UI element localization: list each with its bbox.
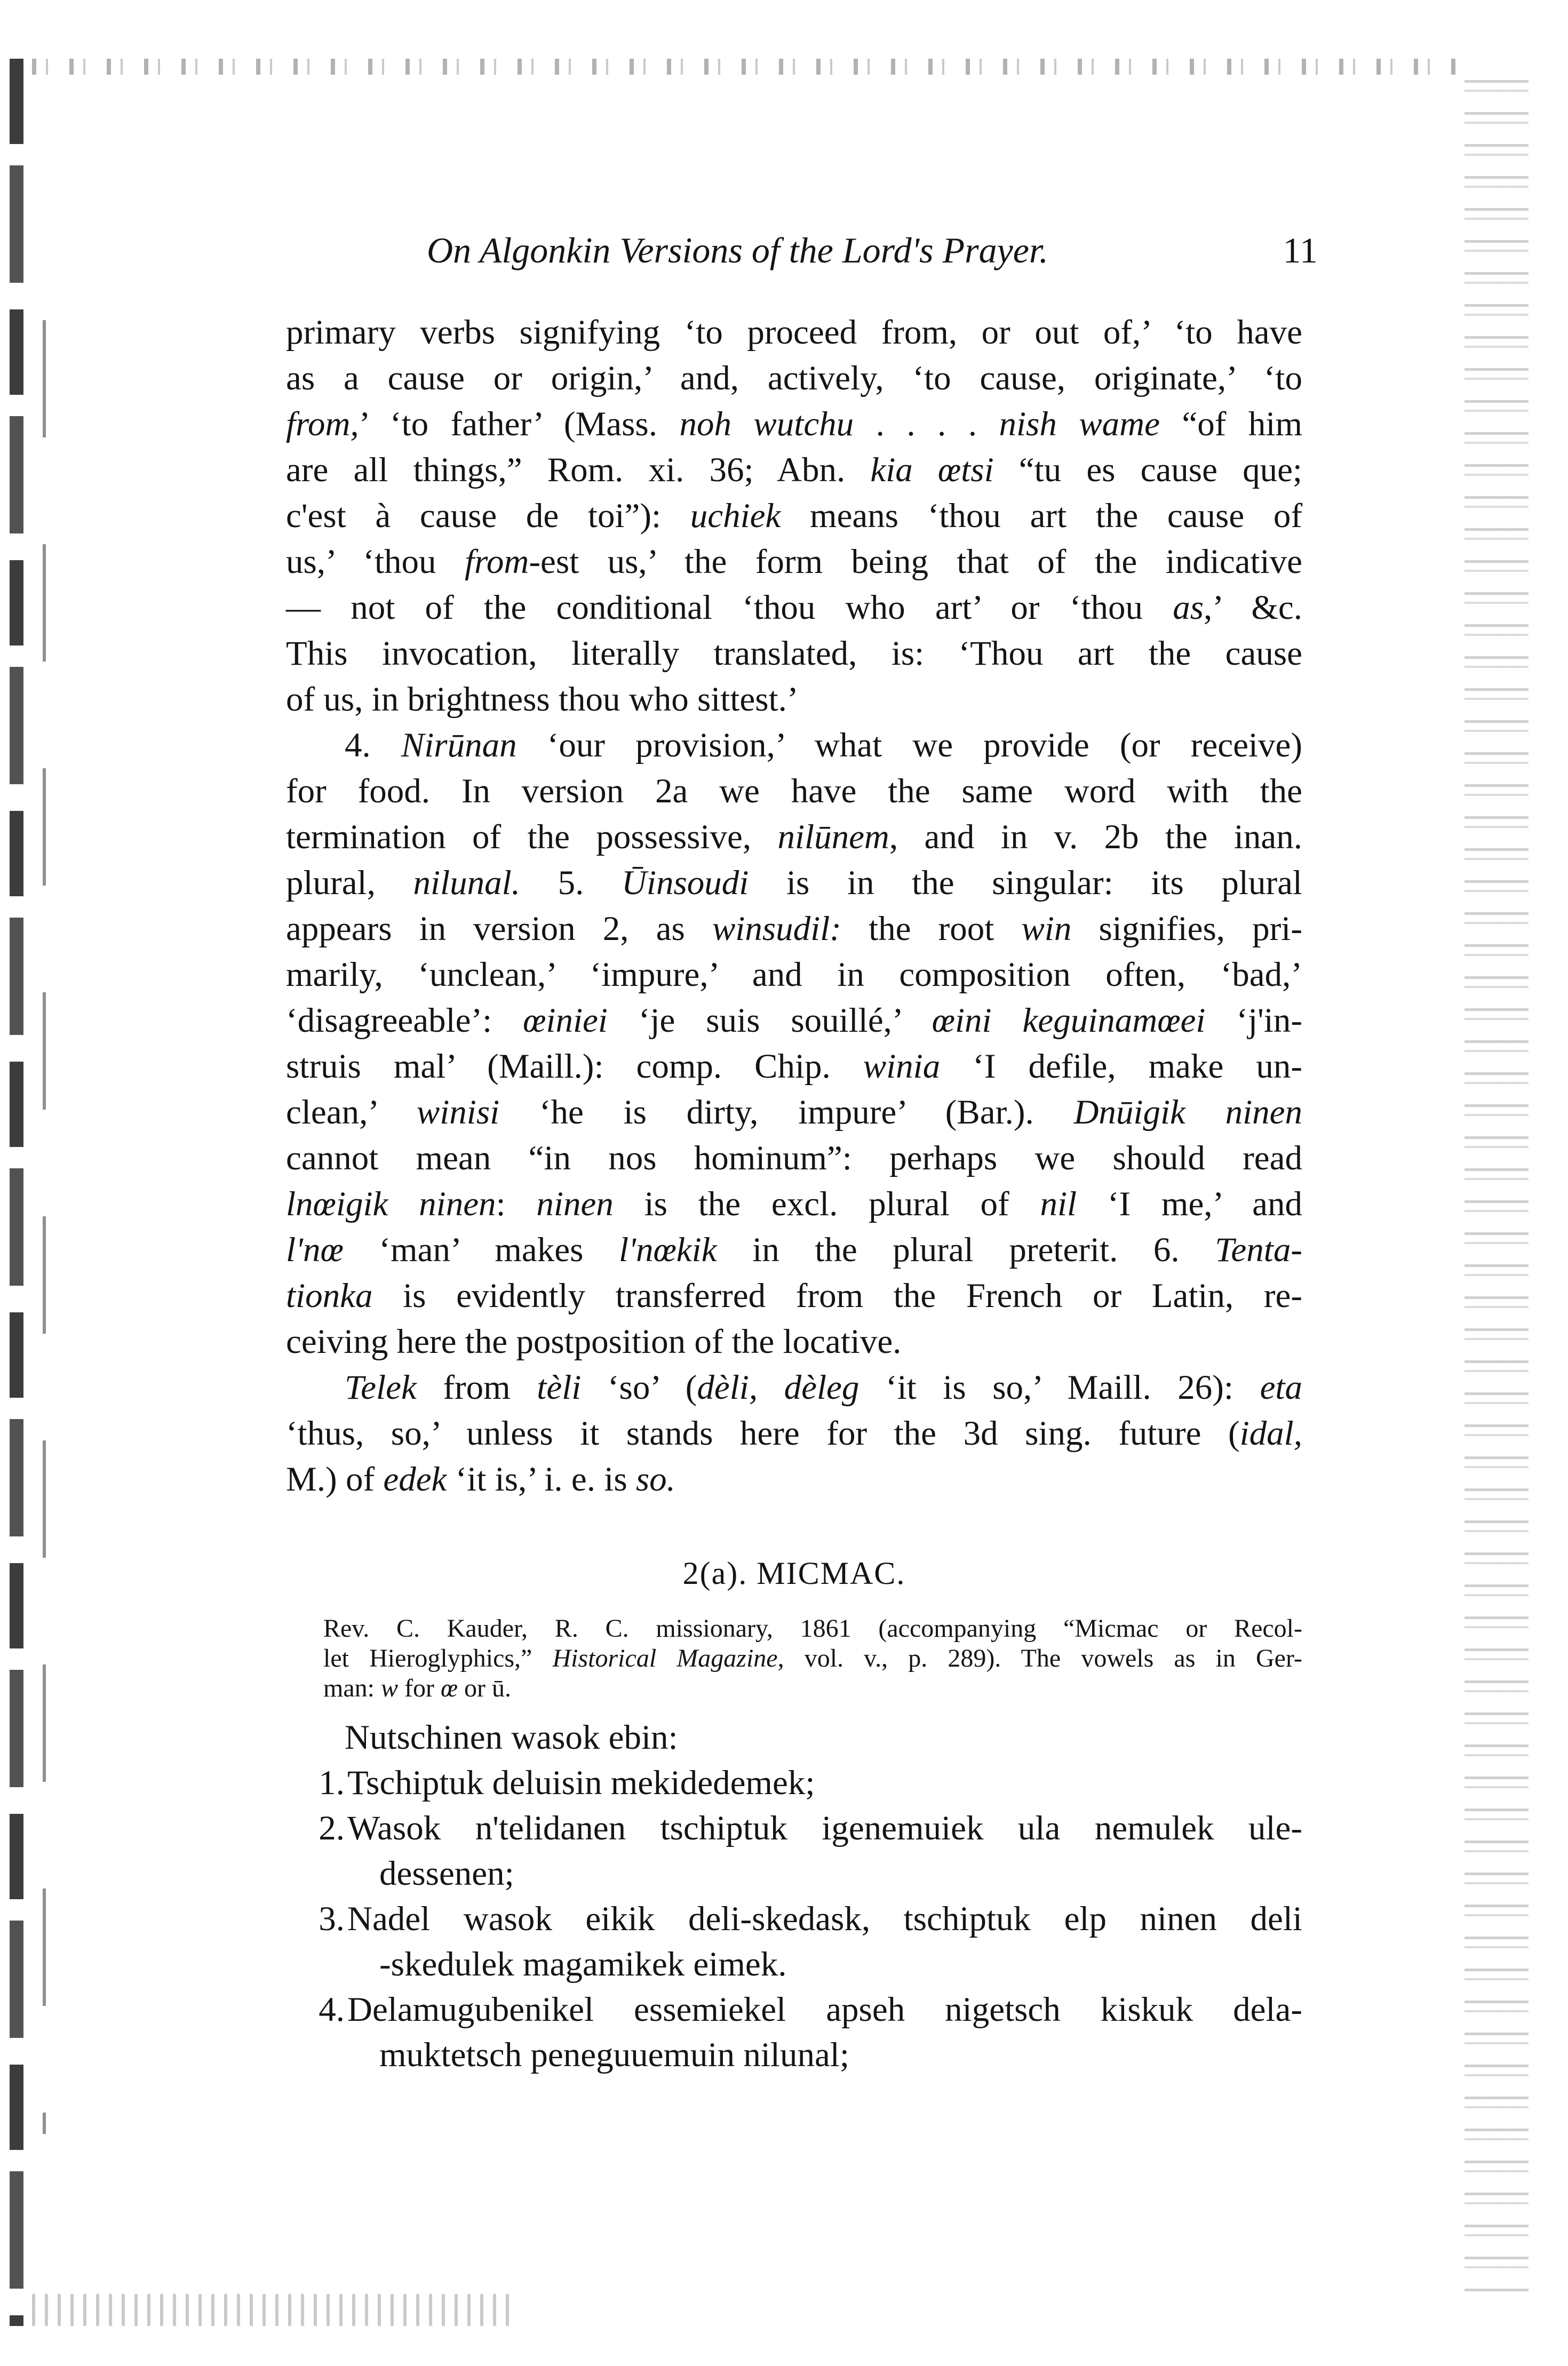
prayer-item-text: Wasok n'telidanen tschiptuk igenemuiek ula nemulek ule- (347, 1809, 1302, 1847)
running-title: On Algonkin Versions of the Lord's Prayer. (427, 230, 1048, 270)
scan-edge-right (1464, 80, 1529, 2294)
prayer-item-number: 2. (319, 1809, 345, 1847)
prayer-item-text: Nadel wasok eikik deli-skedask, tschiptuk elp ninen deli (347, 1900, 1302, 1938)
body-text (286, 309, 1302, 1502)
text-line: M.) of edek ‘it is,’ i. e. is so. (286, 1460, 675, 1499)
prayer-item-continuation: dessenen; (379, 1854, 514, 1893)
section-heading: 2(a). MICMAC. (682, 1556, 906, 1591)
text-line: clean,’ winisi ‘he is dirty, impure’ (Bar.). Dnūigik ninen (286, 1093, 1302, 1132)
text-line: ceiving here the postposition of the locative. (286, 1323, 902, 1361)
page-number: 11 (1283, 230, 1318, 270)
text-line: lnœigik ninen: ninen is the excl. plural of nil ‘I me,’ and (286, 1185, 1302, 1223)
scan-edge-bottom (32, 2294, 512, 2326)
prayer-item-number: 1. (319, 1764, 345, 1802)
running-header (288, 229, 1318, 283)
text-line: c'est à cause de toi”): uchiek means ‘thou art the cause of (286, 497, 1302, 535)
scan-edge-left (10, 59, 23, 2326)
text-line: marily, ‘unclean,’ ‘impure,’ and in composition often, ‘bad,’ (286, 955, 1302, 994)
prayer-text (286, 1715, 1302, 2078)
text-line: are all things,” Rom. xi. 36; Abn. kia œtsi “tu es cause que; (286, 451, 1302, 489)
text-line: struis mal’ (Maill.): comp. Chip. winia ‘I defile, make un- (286, 1047, 1302, 1086)
prayer-item-number: 3. (319, 1900, 345, 1938)
prayer-item-number: 4. (319, 1990, 345, 2029)
text-line: for food. In version 2a we have the same word with the (286, 772, 1302, 810)
prayer-item (286, 1806, 1302, 1851)
text-line: 4. Nirūnan ‘our provision,’ what we provide (or receive) (345, 726, 1302, 764)
prayer-item (286, 1987, 1302, 2033)
text-line: plural, nilunal. 5. Ūinsoudi is in the singular: its plural (286, 864, 1302, 902)
prayer-item (286, 1897, 1302, 1942)
scan-edge-top (32, 59, 1462, 75)
text-line: us,’ ‘thou from-est us,’ the form being that of the indicative (286, 543, 1302, 581)
text-line: ‘disagreeable’: œiniei ‘je suis souillé,’ œini keguinamœei ‘j'in- (286, 1001, 1303, 1040)
text-line: as a cause or origin,’ and, actively, ‘to cause, originate,’ ‘to (286, 359, 1302, 397)
citation-line: let Hieroglyphics,” Historical Magazine, vol. v., p. 289). The vowels as in Ger- (323, 1644, 1302, 1672)
text-line: from,’ ‘to father’ (Mass. noh wutchu . . . . nish wame “of him (286, 405, 1303, 443)
source-citation (323, 1614, 1302, 1703)
prayer-item-text: Delamugubenikel essemiekel apseh nigetsch kiskuk dela- (347, 1990, 1302, 2029)
citation-line: Rev. C. Kauder, R. C. missionary, 1861 (accompanying “Micmac or Recol- (323, 1614, 1302, 1643)
text-line: tionka is evidently transferred from the French or Latin, re- (286, 1277, 1302, 1315)
citation-line: man: w for œ or ū. (323, 1674, 511, 1702)
text-line: Telek from tèli ‘so’ (dèli, dèleg ‘it is so,’ Maill. 26): eta (345, 1368, 1302, 1407)
text-line: primary verbs signifying ‘to proceed from, or out of,’ ‘to have (286, 313, 1302, 352)
text-line: cannot mean “in nos hominum”: perhaps we should read (286, 1139, 1302, 1177)
text-line: l'nœ ‘man’ makes l'nœkik in the plural preterit. 6. Tenta- (286, 1231, 1302, 1269)
prayer-item-text: Tschiptuk deluisin mekidedemek; (347, 1764, 815, 1802)
prayer-item-continuation: muktetsch peneguuemuin nilunal; (379, 2036, 849, 2074)
text-line: termination of the possessive, nilūnem, and in v. 2b the inan. (286, 818, 1303, 856)
prayer-intro: Nutschinen wasok ebin: (345, 1718, 678, 1757)
text-line: of us, in brightness thou who sittest.’ (286, 680, 799, 719)
prayer-item (286, 1760, 1302, 1806)
prayer-item-continuation: -skedulek magamikek eimek. (379, 1945, 787, 1983)
text-line: This invocation, literally translated, is: ‘Thou art the cause (286, 634, 1302, 673)
text-line: — not of the conditional ‘thou who art’ or ‘thou as,’ &c. (286, 588, 1303, 627)
text-line: appears in version 2, as winsudil: the root win signifies, pri- (286, 910, 1302, 948)
scan-edge-left-inner (43, 320, 46, 2134)
text-line: ‘thus, so,’ unless it stands here for the 3d sing. future (idal, (286, 1414, 1302, 1453)
